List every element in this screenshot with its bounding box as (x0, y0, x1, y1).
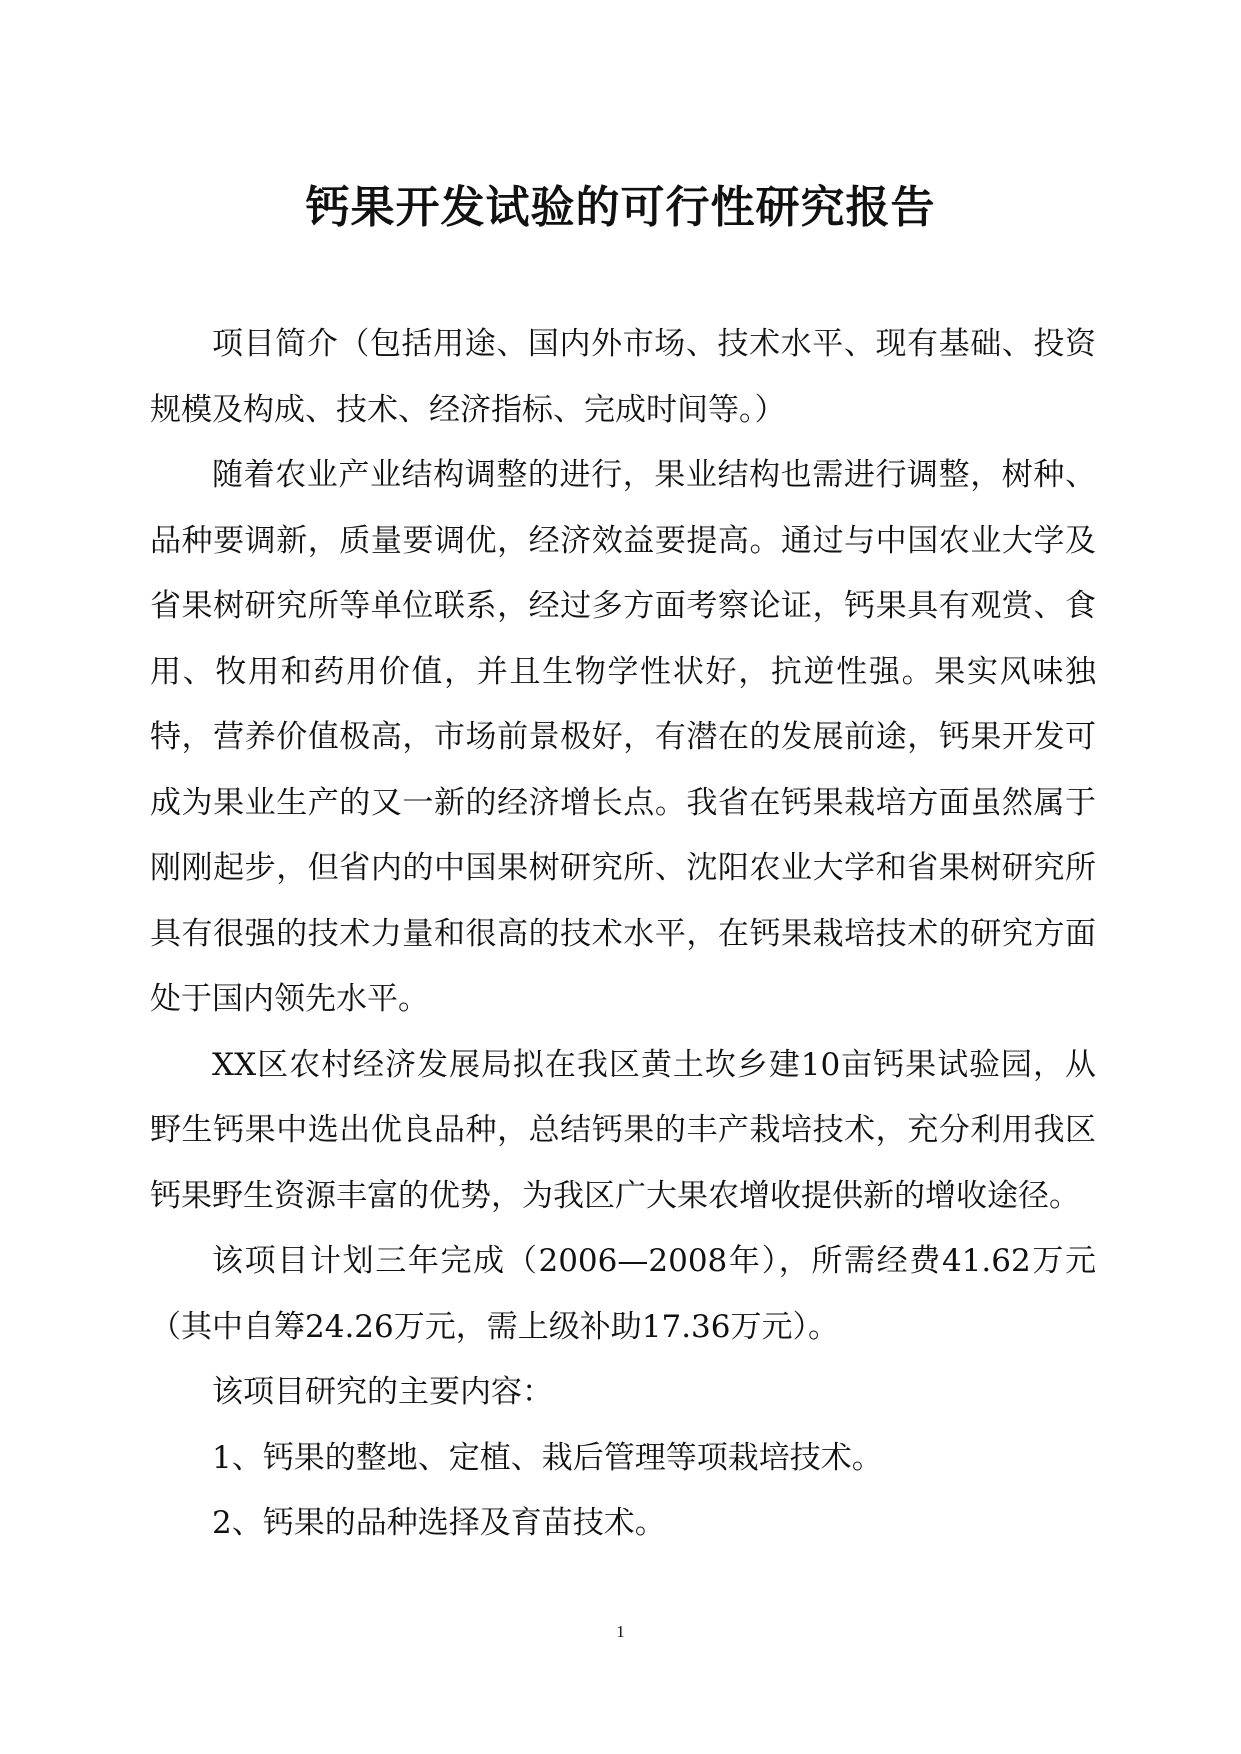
paragraph-project-summary: 项目简介（包括用途、国内外市场、技术水平、现有基础、投资规模及构成、技术、经济指标、完成时间等。） (150, 326, 1096, 428)
document-body (150, 312, 1096, 1557)
paragraph-budget: 该项目计划三年完成（2006—2008年），所需经费41.62万元（其中自筹24.26万元，需上级补助17.36万元）。 (150, 1243, 1096, 1345)
list-item-2: 2、钙果的品种选择及育苗技术。 (212, 1505, 666, 1541)
list-item-1: 1、钙果的整地、定植、栽后管理等项栽培技术。 (212, 1439, 883, 1476)
paragraph-content-heading: 该项目研究的主要内容： (212, 1374, 553, 1410)
paragraph-plan: XX区农村经济发展局拟在我区黄土坎乡建10亩钙果试验园，从野生钙果中选出优良品种，总结钙果的丰产栽培技术，充分利用我区钙果野生资源丰富的优势，为我区广大果农增收提供新的增收途径。 (150, 1046, 1096, 1214)
document-title: 钙果开发试验的可行性研究报告 (305, 182, 936, 233)
paragraph-background: 随着农业产业结构调整的进行，果业结构也需进行调整，树种、品种要调新，质量要调优，经济效益要提高。通过与中国农业大学及省果树研究所等单位联系，经过多方面考察论证，钙果具有观赏、食用、牧用和药用价值，并且生物学性状好，抗逆性强。果实风味独特，营养价值极高，市场前景极好，有潜在的发展前途，钙果开发可成为果业生产的又一新的经济增长点。我省在钙果栽培方面虽然属于刚刚起步，但省内的中国果树研究所、沈阳农业大学和省果树研究所具有很强的技术力量和很高的技术水平，在钙果栽培技术的研究方面处于国内领先水平。 (150, 457, 1096, 1017)
page-number: 1 (616, 1622, 625, 1641)
